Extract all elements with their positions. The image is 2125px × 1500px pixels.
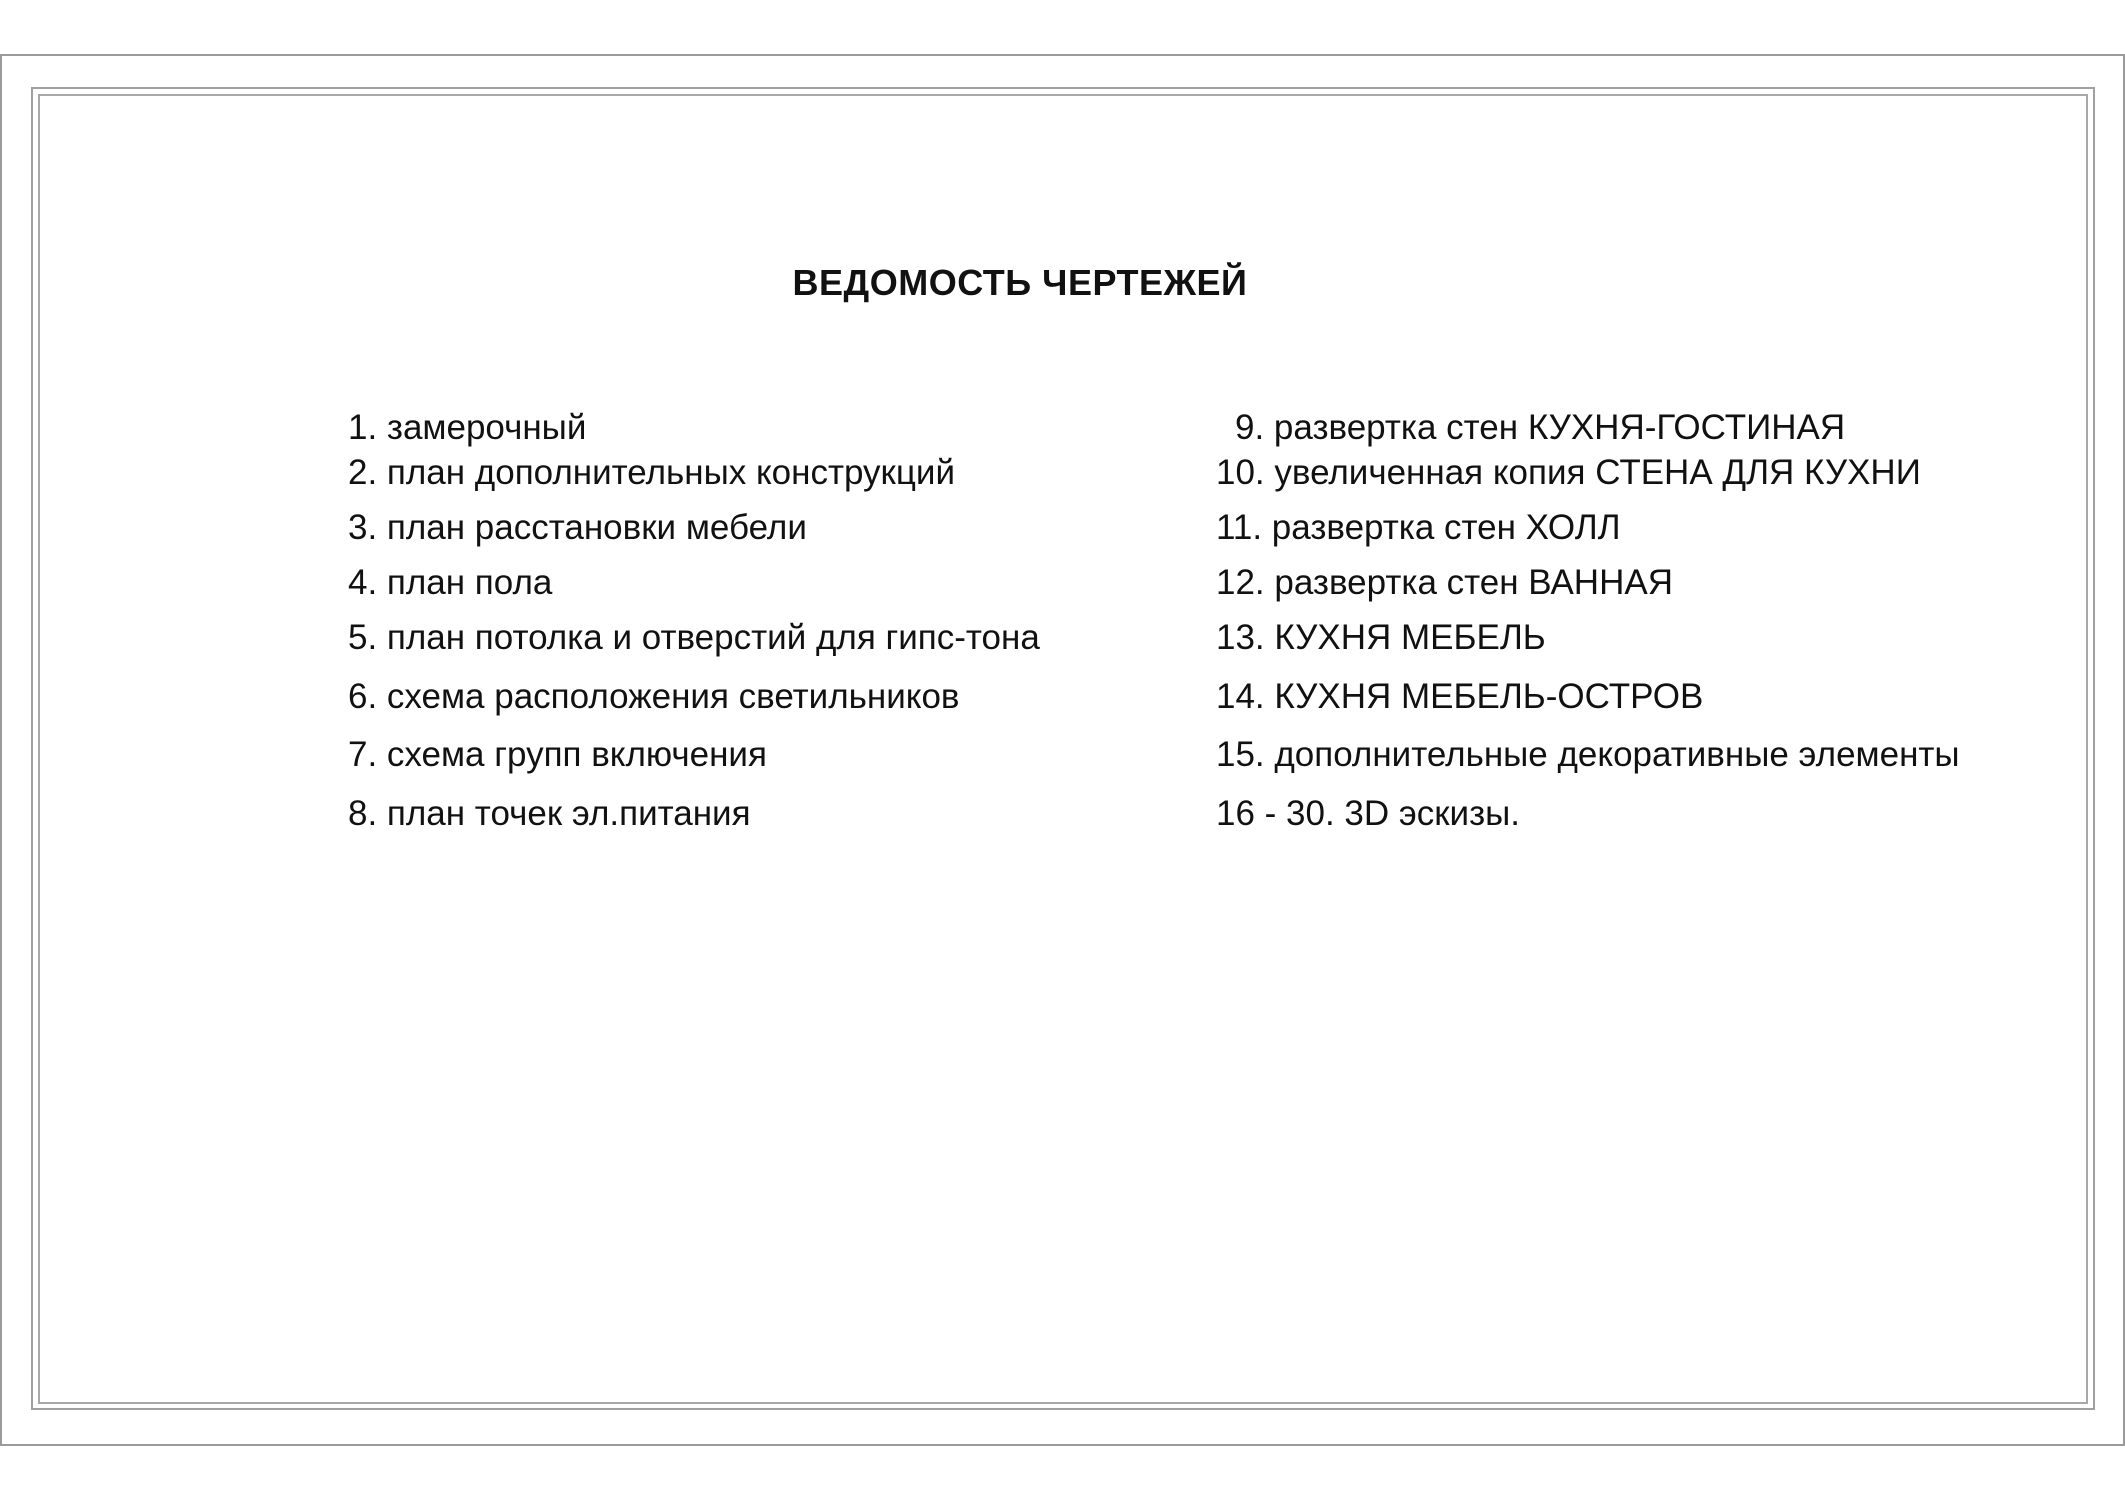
document-title: ВЕДОМОСТЬ ЧЕРТЕЖЕЙ (792, 262, 1248, 303)
list-item: 11. развертка стен ХОЛЛ (1216, 508, 1621, 547)
list-item: 14. КУХНЯ МЕБЕЛЬ-ОСТРОВ (1216, 677, 1704, 716)
list-item: 8. план точек эл.питания (348, 794, 751, 833)
list-item: 3. план расстановки мебели (348, 508, 807, 547)
list-item: 12. развертка стен ВАННАЯ (1216, 563, 1673, 602)
list-item: 2. план дополнительных конструкций (348, 453, 956, 492)
list-item: 1. замерочный (348, 408, 587, 447)
list-item: 16 - 30. 3D эскизы. (1216, 794, 1521, 833)
list-item: 5. план потолка и отверстий для гипс-тона (348, 618, 1040, 657)
list-item: 6. схема расположения светильников (348, 677, 960, 716)
list-item: 10. увеличенная копия СТЕНА ДЛЯ КУХНИ (1216, 453, 1921, 492)
list-item: 4. план пола (348, 563, 553, 602)
list-item: 9. развертка стен КУХНЯ-ГОСТИНАЯ (1235, 408, 1846, 447)
list-item: 7. схема групп включения (348, 735, 767, 774)
list-item: 13. КУХНЯ МЕБЕЛЬ (1216, 618, 1546, 657)
list-item: 15. дополнительные декоративные элементы (1216, 735, 1960, 774)
